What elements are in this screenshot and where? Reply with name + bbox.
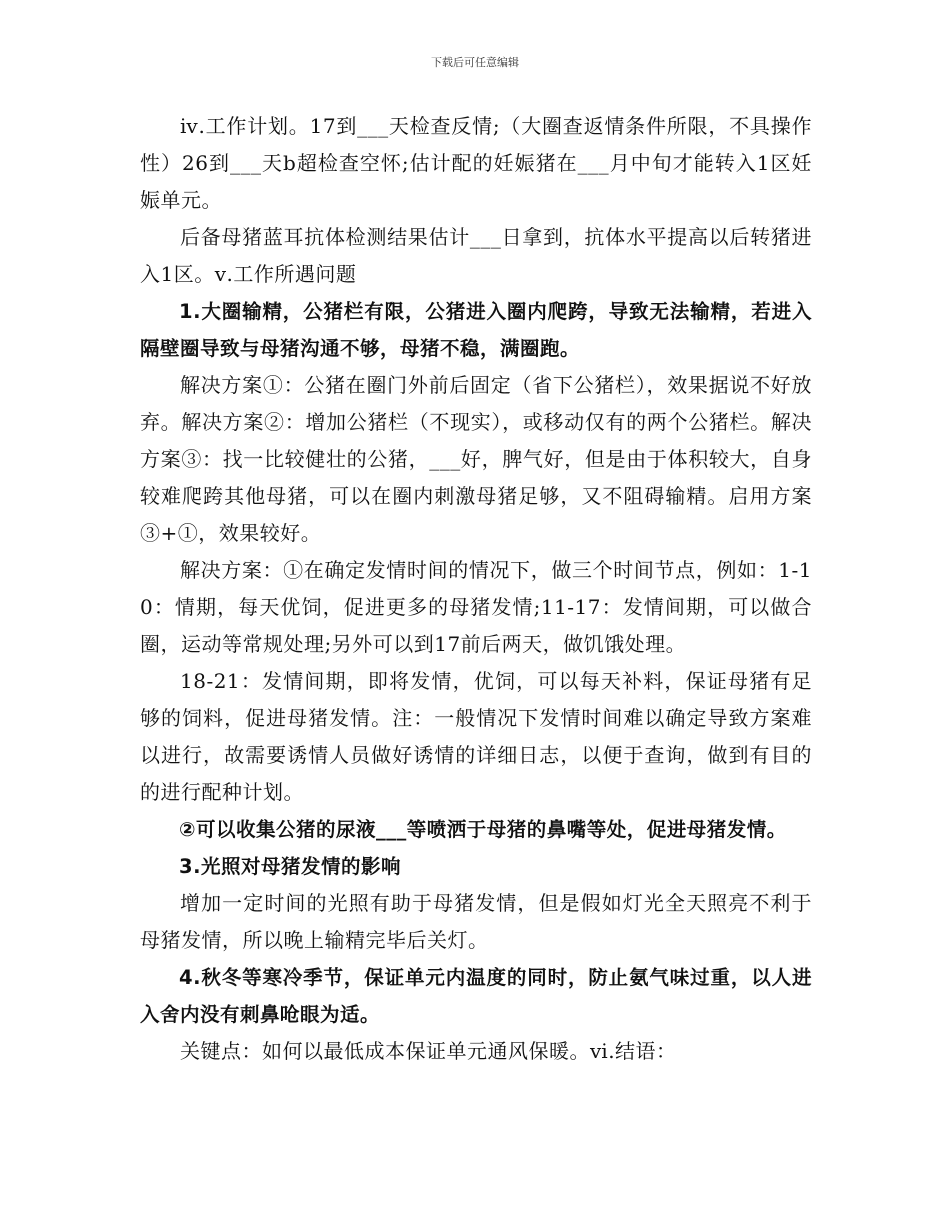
paragraph-estrus-interval: 18-21：发情间期，即将发情，优饲，可以每天补料，保证母猪有足够的饲料，促进母猪发情。注：一般情况下发情时间难以确定导致方案难以进行，故需要诱情人员做好诱情的详细日志，以便于查询，做到有目的的进行配种计划。: [140, 669, 812, 804]
paragraph-antibody-test: 后备母猪蓝耳抗体检测结果估计___日拿到，抗体水平提高以后转猪进入1区。ⅴ.工作所遇问题: [140, 225, 812, 286]
paragraph-solutions-2: 解决方案：①在确定发情时间的情况下，做三个时间节点，例如：1-10：情期，每天优饲，促进更多的母猪发情;11-17：发情间期，可以做合圈，运动等常规处理;另外可以到17前后两天，做饥饿处理。: [140, 558, 812, 656]
paragraph-key-point: 关键点：如何以最低成本保证单元通风保暖。ⅵ.结语：: [180, 1039, 677, 1063]
paragraph-solutions-1: 解决方案①：公猪在圈门外前后固定（省下公猪栏），效果据说不好放弃。解决方案②：增加公猪栏（不现实），或移动仅有的两个公猪栏。解决方案③：找一比较健壮的公猪，___好，脾气好，但是由于体积较大，自身较难爬跨其他母猪，可以在圈内刺激母猪足够，又不阻碍输精。启用方案③+①，效果较好。: [140, 373, 812, 545]
paragraph-lighting: 增加一定时间的光照有助于母猪发情，但是假如灯光全天照亮不利于母猪发情，所以晚上输精完毕后关灯。: [140, 891, 812, 952]
document-body: [140, 108, 812, 1070]
heading-cold-season: 4.秋冬等寒冷季节，保证单元内温度的同时，防止氨气味过重，以人进入舍内没有刺鼻呛眼为适。: [140, 966, 812, 1026]
heading-lighting: 3.光照对母猪发情的影响: [179, 855, 401, 878]
heading-boar-urine: ②可以收集公猪的尿液___等喷洒于母猪的鼻嘴等处，促进母猪发情。: [179, 818, 787, 841]
heading-problem-1: 1.大圈输精，公猪栏有限，公猪进入圈内爬跨，导致无法输精，若进入隔壁圈导致与母猪沟通不够，母猪不稳，满圈跑。: [140, 300, 812, 360]
paragraph-work-plan: ⅳ.工作计划。17到___天检查反情;（大圈查返情条件所限，不具操作性）26到___天b超检查空怀;估计配的妊娠猪在___月中旬才能转入1区妊娠单元。: [140, 114, 812, 212]
page-header: 下载后可任意编辑: [431, 56, 519, 69]
